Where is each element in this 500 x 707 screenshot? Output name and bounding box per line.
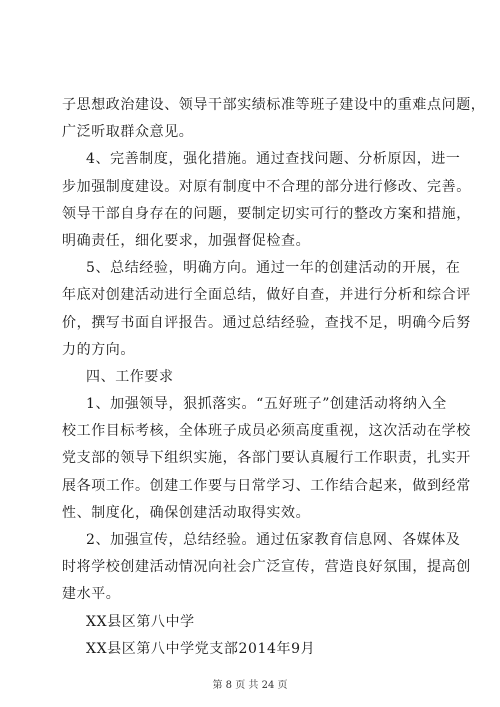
text-line: 4、完善制度，强化措施。通过查找问题、分析原因，进一 [86,151,461,168]
text-line: 价，撰写书面自评报告。通过总结经验，查找不足，明确今后努 [62,314,471,331]
text-line: 建水平。 [62,586,121,603]
text-line: 展各项工作。创建工作要与日常学习、工作结合起来，做到经常 [62,477,471,494]
text-line: 时将学校创建活动情况向社会广泛宣传，营造良好氛围，提高创 [62,559,471,576]
text-line: 步加强制度建设。对原有制度中不合理的部分进行修改、完善。 [62,178,471,195]
text-line: 四、工作要求 [86,368,174,385]
text-line: XX县区第八中学 [86,613,195,630]
text-line: 力的方向。 [62,341,135,358]
text-line: 1、加强领导，狠抓落实。“五好班子”创建活动将纳入全 [86,396,447,413]
text-line: 性、制度化，确保创建活动取得实效。 [62,504,311,521]
text-line: 领导干部自身存在的问题，要制定切实可行的整改方案和措施， [62,205,471,222]
page-footer: 第 8 页 共 24 页 [212,680,288,691]
text-line: 明确责任，细化要求，加强督促检查。 [62,232,311,249]
text-line: 2、加强宣传，总结经验。通过伍家教育信息网、各媒体及 [86,532,461,548]
text-line: 子思想政治建设、领导干部实绩标准等班子建设中的重难点问题， [62,97,486,113]
text-line: 广泛听取群众意见。 [62,124,194,141]
text-line: 校工作目标考核，全体班子成员必须高度重视，这次活动在学校 [62,423,471,440]
text-line: 年底对创建活动进行全面总结，做好自查，并进行分析和综合评 [62,287,471,304]
document-body [62,92,486,663]
text-line: 党支部的领导下组织实施，各部门要认真履行工作职责，扎实开 [62,450,471,467]
text-line: 5、总结经验，明确方向。通过一年的创建活动的开展，在 [86,260,461,277]
text-line: XX县区第八中学党支部2014年9月 [86,640,316,657]
